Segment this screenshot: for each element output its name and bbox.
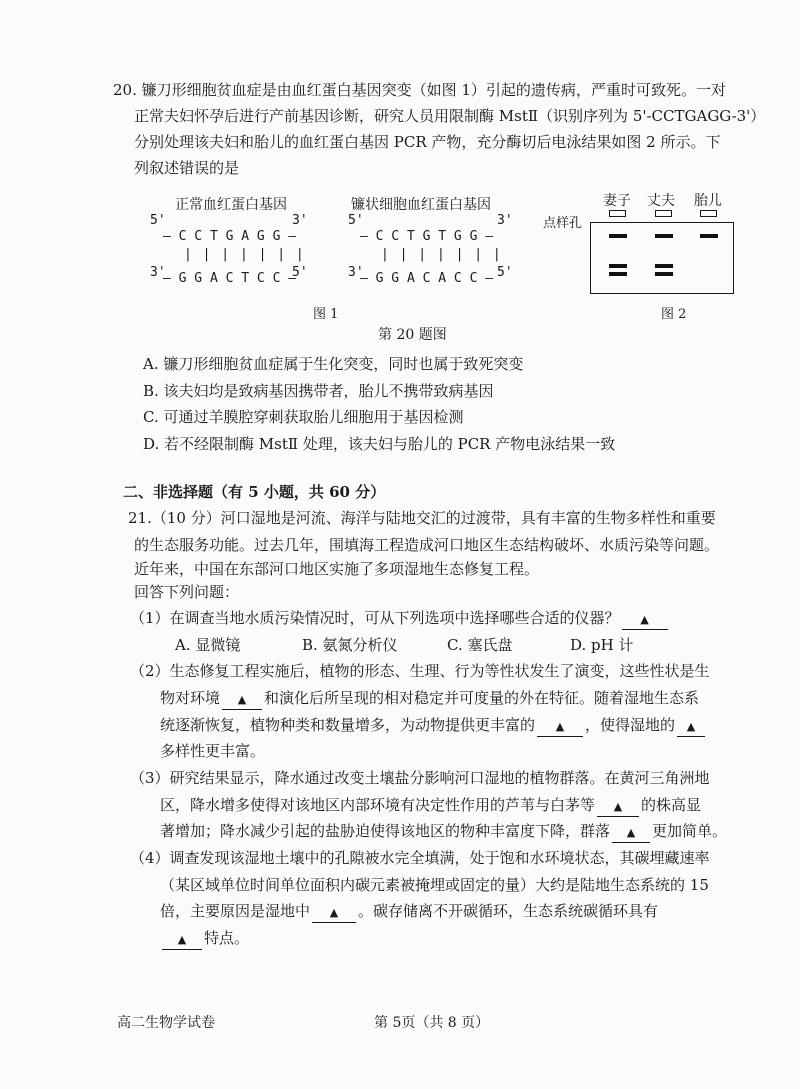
q21-p1-choice-c: C. 塞氏盘 xyxy=(447,636,513,654)
q21-p3-line-3: 著增加；降水减少引起的盐胁迫使得该地区的物种丰富度下降，群落 ▲ 更加简单。 xyxy=(160,822,727,843)
answer-blank-2[interactable]: ▲ xyxy=(222,689,262,710)
gel-band-wife-lower-1 xyxy=(609,264,627,268)
fig1-normal-bottom-3: 3' xyxy=(150,265,166,280)
answer-blank-5[interactable]: ▲ xyxy=(597,796,639,817)
answer-blank-6[interactable]: ▲ xyxy=(612,822,650,843)
answer-blank-3[interactable]: ▲ xyxy=(537,716,583,737)
fig1-sickle-bonds: | | | | | | | xyxy=(381,247,503,262)
q21-p1-choice-a: A. 显微镜 xyxy=(175,636,241,654)
q21-p2-line-4: 多样性更丰富。 xyxy=(160,742,266,760)
q21-intro-4: 回答下列问题： xyxy=(134,583,240,601)
fig1-sickle-bottom-5: 5' xyxy=(497,265,513,280)
q21-p4-line-2: （某区域单位时间单位面积内碳元素被掩埋或固定的量）大约是陆地生态系统的 15 xyxy=(160,876,709,894)
q21-part-1 xyxy=(130,609,670,630)
figure-caption: 第 20 题图 xyxy=(378,327,447,343)
fig2-label: 图 2 xyxy=(661,307,687,322)
q20-line-1: 20. 镰刀形细胞贫血症是由血红蛋白基因突变（如图 1）引起的遗传病，严重时可致死。一对 xyxy=(113,81,726,99)
fig1-sickle-top-seq: — C C T G T G G — xyxy=(360,229,494,244)
gel-band-wife-lower-2 xyxy=(609,272,627,276)
fig2-well-label: 点样孔 xyxy=(543,216,583,231)
footer-exam-title: 高二生物学试卷 xyxy=(117,1015,215,1031)
fig2-col-fetus: 胎儿 xyxy=(694,193,722,209)
fig1-sickle-title: 镰状细胞血红蛋白基因 xyxy=(351,197,491,213)
q20-option-c: C. 可通过羊膜腔穿刺获取胎儿细胞用于基因检测 xyxy=(143,408,464,426)
fig1-normal-bottom-5: 5' xyxy=(292,265,308,280)
gel-band-husband-lower-2 xyxy=(655,272,673,276)
q21-p3-line-1: （3）研究结果显示，降水通过改变土壤盐分影响河口湿地的植物群落。在黄河三角洲地 xyxy=(130,769,710,787)
q21-p1-text: （1）在调查当地水质污染情况时，可从下列选项中选择哪些合适的仪器？ xyxy=(130,609,620,627)
fig1-sickle-top-3: 3' xyxy=(497,213,513,228)
q21-p3-line-2: 区，降水增多使得对该地区内部环境有决定性作用的芦苇与白茅等 ▲ 的株高显 xyxy=(160,796,701,817)
fig1-normal-top-3: 3' xyxy=(292,213,308,228)
answer-blank-8[interactable]: ▲ xyxy=(162,929,202,950)
q21-p1-choice-b: B. 氨氮分析仪 xyxy=(302,636,398,654)
q21-p2-line-1: （2）生态修复工程实施后，植物的形态、生理、行为等性状发生了演变，这些性状是生 xyxy=(130,662,710,680)
gel-band-husband-upper xyxy=(655,234,673,238)
q20-option-a: A. 镰刀形细胞贫血症属于生化突变，同时也属于致死突变 xyxy=(143,355,524,373)
q21-p2-line-3: 统逐渐恢复，植物种类和数量增多，为动物提供更丰富的 ▲ ，使得湿地的 ▲ xyxy=(160,716,707,737)
fig2-col-wife: 妻子 xyxy=(603,193,631,209)
answer-blank-4[interactable]: ▲ xyxy=(677,716,705,737)
q21-intro-3: 近年来，中国在东部河口地区实施了多项湿地生态修复工程。 xyxy=(134,560,540,578)
q20-option-d: D. 若不经限制酶 MstⅡ 处理，该夫妇与胎儿的 PCR 产物电泳结果一致 xyxy=(143,435,616,453)
q21-intro-1: 21.（10 分）河口湿地是河流、海洋与陆地交汇的过渡带，具有丰富的生物多样性和重要 xyxy=(128,509,716,527)
q20-line-4: 列叙述错误的是 xyxy=(134,159,240,177)
fig1-normal-bottom-seq: — G G A C T C C — xyxy=(163,271,297,286)
gel-well-fetus xyxy=(700,210,717,217)
q21-p1-choice-d: D. pH 计 xyxy=(570,636,634,654)
fig1-sickle-bottom-seq: — G G A C A C C — xyxy=(360,271,494,286)
gel-box xyxy=(590,222,734,294)
fig2-col-husband: 丈夫 xyxy=(647,193,675,209)
q21-intro-2: 的生态服务功能。过去几年，围填海工程造成河口地区生态结构破坏、水质污染等问题。 xyxy=(134,536,720,554)
gel-well-wife xyxy=(609,210,626,217)
gel-well-husband xyxy=(655,210,672,217)
q21-p4-line-1: （4）调查发现该湿地土壤中的孔隙被水完全填满，处于饱和水环境状态，其碳埋藏速率 xyxy=(130,849,710,867)
q21-p4-line-3: 倍，主要原因是湿地中 ▲ 。碳存储离不开碳循环，生态系统碳循环具有 xyxy=(160,902,658,923)
answer-blank-1[interactable]: ▲ xyxy=(622,609,668,630)
section-2-title: 二、非选择题（有 5 小题，共 60 分） xyxy=(123,483,386,501)
fig1-label: 图 1 xyxy=(313,307,339,322)
fig1-sickle-top-5: 5' xyxy=(348,213,364,228)
q20-line-2: 正常夫妇怀孕后进行产前基因诊断，研究人员用限制酶 MstⅡ（识别序列为 5'-CCTGAGG-3'） xyxy=(134,107,766,125)
gel-band-wife-upper xyxy=(609,234,627,238)
q21-p2-line-2: 物对环境 ▲ 和演化后所呈现的相对稳定并可度量的外在特征。随着湿地生态系 xyxy=(160,689,699,710)
fig1-normal-top-5: 5' xyxy=(150,213,166,228)
q20-line-3: 分别处理该夫妇和胎儿的血红蛋白基因 PCR 产物，充分酶切后电泳结果如图 2 所示。下 xyxy=(134,133,721,151)
fig1-normal-bonds: | | | | | | | xyxy=(184,247,306,262)
q20-option-b: B. 该夫妇均是致病基因携带者，胎儿不携带致病基因 xyxy=(143,382,494,400)
fig1-normal-title: 正常血红蛋白基因 xyxy=(175,197,287,213)
gel-band-fetus-upper xyxy=(700,234,718,238)
answer-blank-7[interactable]: ▲ xyxy=(312,902,356,923)
q21-p4-line-4: ▲ 特点。 xyxy=(160,929,249,950)
fig1-sickle-bottom-3: 3' xyxy=(348,265,364,280)
fig1-normal-top-seq: — C C T G A G G — xyxy=(163,229,297,244)
gel-band-husband-lower-1 xyxy=(655,264,673,268)
footer-page-number: 第 5页（共 8 页） xyxy=(374,1015,490,1031)
